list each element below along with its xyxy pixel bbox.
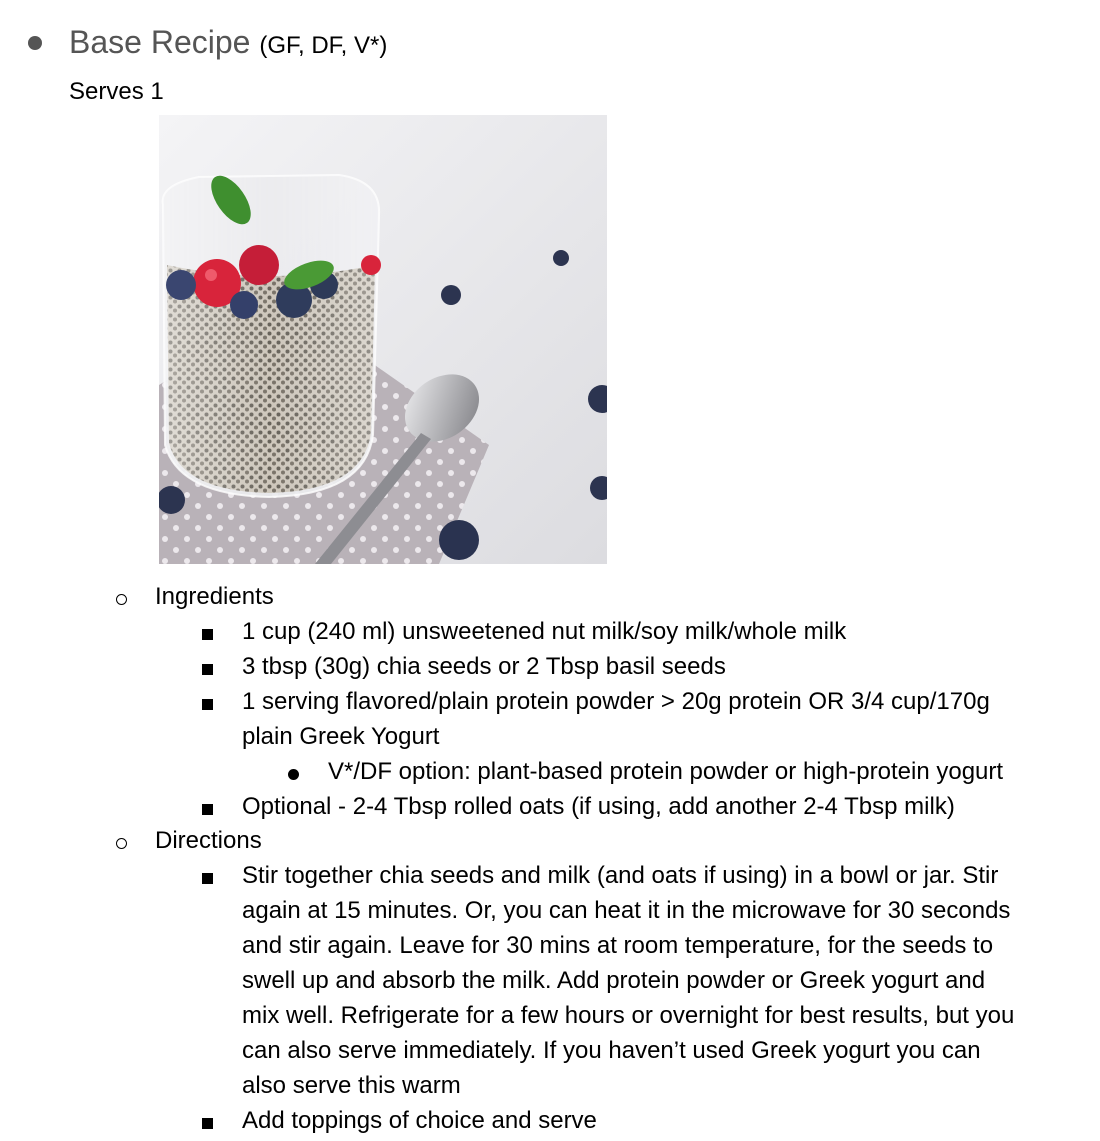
bullet-icon [28,36,42,50]
dot-bullet-icon [286,757,300,792]
square-bullet-icon [200,861,214,896]
direction-line: and stir again. Leave for 30 mins at room temperature, for the seeds to [242,932,994,959]
square-bullet-icon [200,652,214,687]
recipe-title: Base Recipe [69,24,251,60]
direction-line: Stir together chia seeds and milk (and oats if using) in a bowl or jar. Stir [242,862,999,889]
square-bullet-icon [200,617,214,652]
ingredients-heading: Ingredients [155,583,274,610]
directions-heading: Directions [155,827,262,854]
ingredient-item: 1 serving flavored/plain protein powder > 20g protein OR 3/4 cup/170g [242,688,990,715]
square-bullet-icon [200,792,214,827]
direction-line: also serve this warm [242,1072,461,1099]
square-bullet-icon [200,687,214,722]
recipe-heading [69,22,387,66]
ingredient-item-continuation: plain Greek Yogurt [242,723,440,750]
ingredient-item: Optional - 2-4 Tbsp rolled oats (if using, add another 2-4 Tbsp milk) [242,793,955,820]
direction-line: again at 15 minutes. Or, you can heat it in the microwave for 30 seconds [242,897,1011,924]
square-bullet-icon [200,1106,214,1141]
direction-line: swell up and absorb the milk. Add protein powder or Greek yogurt and [242,967,986,994]
recipe-tags: (GF, DF, V*) [259,32,388,59]
ingredient-sub-option: V*/DF option: plant-based protein powder or high-protein yogurt [328,758,1004,785]
ring-bullet-icon [114,826,128,861]
ingredient-item: 3 tbsp (30g) chia seeds or 2 Tbsp basil seeds [242,653,726,680]
direction-line-partial: Add toppings of choice and serve [242,1107,597,1134]
chia-pudding-photo [159,115,607,564]
direction-line: mix well. Refrigerate for a few hours or overnight for best results, but you [242,1002,1015,1029]
serves-text: Serves 1 [69,78,164,105]
ring-bullet-icon [114,582,128,617]
ingredient-item: 1 cup (240 ml) unsweetened nut milk/soy milk/whole milk [242,618,847,645]
direction-line: can also serve immediately. If you haven’t used Greek yogurt you can [242,1037,981,1064]
